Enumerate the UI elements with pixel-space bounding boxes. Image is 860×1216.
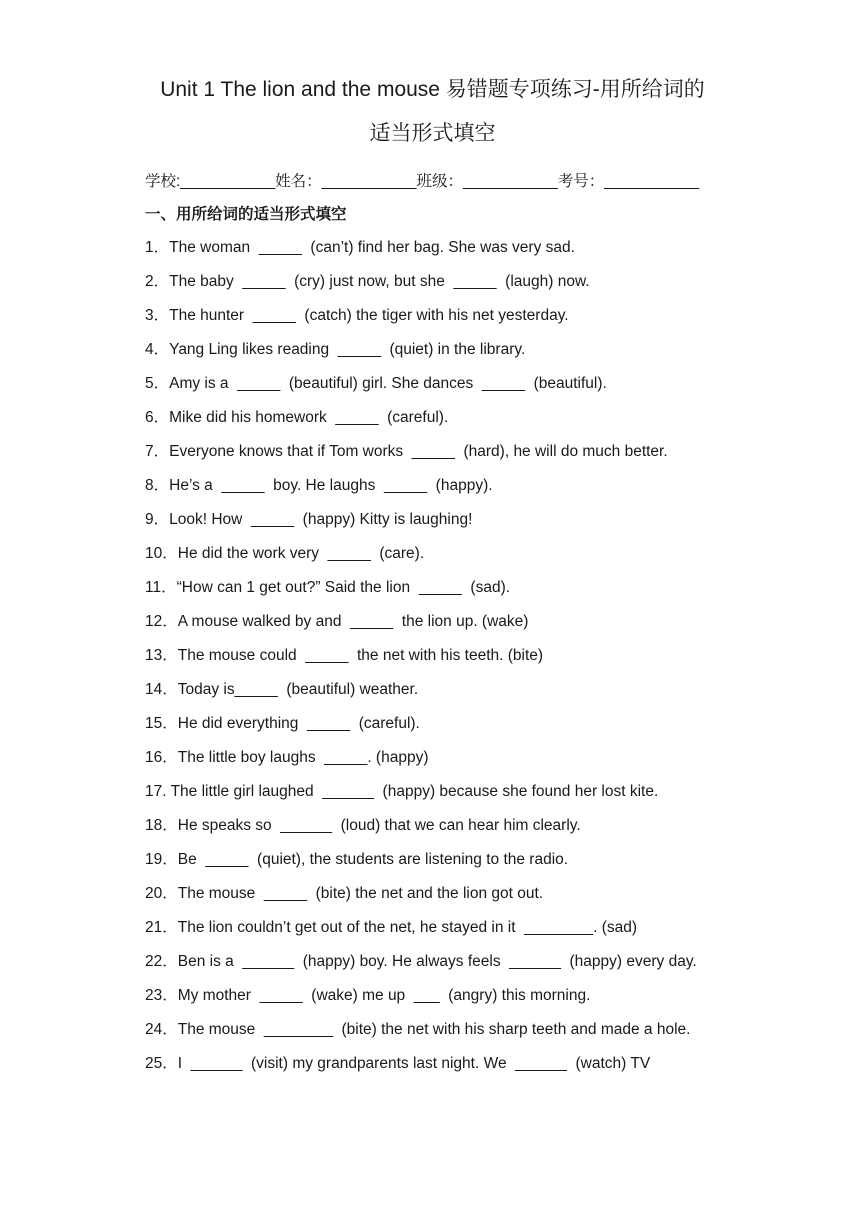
- question-text: Today is_____ (beautiful) weather.: [177, 681, 419, 698]
- question-number: 11．: [145, 579, 177, 596]
- question-number: 20．: [145, 885, 178, 902]
- question-number: 1．: [145, 239, 170, 256]
- question-number: 5．: [145, 375, 170, 392]
- question-text: The hunter _____ (catch) the tiger with his net yesterday.: [169, 307, 569, 324]
- question-item: [145, 605, 720, 639]
- question-number: 4．: [145, 341, 170, 358]
- question-text: Ben is a ______ (happy) boy. He always feels ______ (happy) every day.: [177, 953, 697, 970]
- question-number: 24．: [145, 1021, 178, 1038]
- question-item: [145, 843, 720, 877]
- worksheet-title: [135, 68, 730, 156]
- question-text: He’s a _____ boy. He laughs _____ (happy).: [169, 477, 493, 494]
- question-text: The little girl laughed ______ (happy) because she found her lost kite.: [170, 783, 659, 800]
- question-text: The lion couldn’t get out of the net, he stayed in it ________. (sad): [177, 919, 638, 936]
- question-item: [145, 911, 720, 945]
- question-number: 16．: [145, 749, 178, 766]
- question-text: The mouse ________ (bite) the net with his sharp teeth and made a hole.: [177, 1021, 691, 1038]
- question-text: Look! How _____ (happy) Kitty is laughing!: [169, 511, 473, 528]
- question-item: [145, 639, 720, 673]
- question-number: 22．: [145, 953, 178, 970]
- question-number: 21．: [145, 919, 178, 936]
- title-line-2: 适当形式填空: [369, 122, 496, 145]
- question-text: Yang Ling likes reading _____ (quiet) in the library.: [169, 341, 526, 358]
- question-item: [145, 809, 720, 843]
- question-item: [145, 979, 720, 1013]
- question-item: [145, 1013, 720, 1047]
- question-text: He speaks so ______ (loud) that we can hear him clearly.: [177, 817, 581, 834]
- question-item: [145, 367, 720, 401]
- question-item: [145, 469, 720, 503]
- question-number: 13．: [145, 647, 178, 664]
- question-item: [145, 265, 720, 299]
- question-text: He did everything _____ (careful).: [177, 715, 420, 732]
- question-number: 23．: [145, 987, 178, 1004]
- question-text: Amy is a _____ (beautiful) girl. She dances _____ (beautiful).: [169, 375, 607, 392]
- question-text: The woman _____ (can’t) find her bag. She was very sad.: [169, 239, 575, 256]
- question-number: 17.: [145, 783, 171, 800]
- question-item: [145, 945, 720, 979]
- question-item: [145, 877, 720, 911]
- question-number: 19．: [145, 851, 178, 868]
- question-number: 7．: [145, 443, 170, 460]
- question-number: 8．: [145, 477, 170, 494]
- question-text: The baby _____ (cry) just now, but she _____ (laugh) now.: [169, 273, 590, 290]
- worksheet-page: [145, 68, 720, 1081]
- question-number: 10．: [145, 545, 178, 562]
- question-text: The mouse could _____ the net with his teeth. (bite): [177, 647, 544, 664]
- question-text: A mouse walked by and _____ the lion up. (wake): [177, 613, 529, 630]
- question-item: [145, 775, 720, 809]
- question-number: 25．: [145, 1055, 178, 1072]
- question-item: [145, 1047, 720, 1081]
- question-item: [145, 503, 720, 537]
- question-number: 9．: [145, 511, 170, 528]
- student-info-line: 学校:___________姓名：___________班级：___________考号：___________: [145, 173, 700, 190]
- question-number: 3．: [145, 307, 170, 324]
- question-item: [145, 741, 720, 775]
- section-heading: 一、用所给词的适当形式填空: [145, 206, 347, 223]
- question-item: [145, 231, 720, 265]
- question-number: 14．: [145, 681, 178, 698]
- question-item: [145, 299, 720, 333]
- question-text: Everyone knows that if Tom works _____ (hard), he will do much better.: [169, 443, 668, 460]
- question-item: [145, 401, 720, 435]
- question-list: [145, 231, 720, 1081]
- question-number: 18．: [145, 817, 178, 834]
- question-text: “How can 1 get out?” Said the lion _____ (sad).: [176, 579, 511, 596]
- question-number: 6．: [145, 409, 170, 426]
- question-item: [145, 537, 720, 571]
- title-line-1: Unit 1 The lion and the mouse 易错题专项练习-用所给词的: [160, 78, 705, 101]
- question-item: [145, 707, 720, 741]
- question-number: 12．: [145, 613, 178, 630]
- question-text: I ______ (visit) my grandparents last night. We ______ (watch) TV: [177, 1055, 651, 1072]
- question-item: [145, 673, 720, 707]
- question-text: The mouse _____ (bite) the net and the lion got out.: [177, 885, 544, 902]
- question-number: 2．: [145, 273, 170, 290]
- question-number: 15．: [145, 715, 178, 732]
- question-item: [145, 333, 720, 367]
- question-item: [145, 571, 720, 605]
- question-text: Be _____ (quiet), the students are listening to the radio.: [177, 851, 569, 868]
- question-text: Mike did his homework _____ (careful).: [169, 409, 449, 426]
- question-text: The little boy laughs _____. (happy): [177, 749, 429, 766]
- question-text: He did the work very _____ (care).: [177, 545, 425, 562]
- question-text: My mother _____ (wake) me up ___ (angry) this morning.: [177, 987, 591, 1004]
- question-item: [145, 435, 720, 469]
